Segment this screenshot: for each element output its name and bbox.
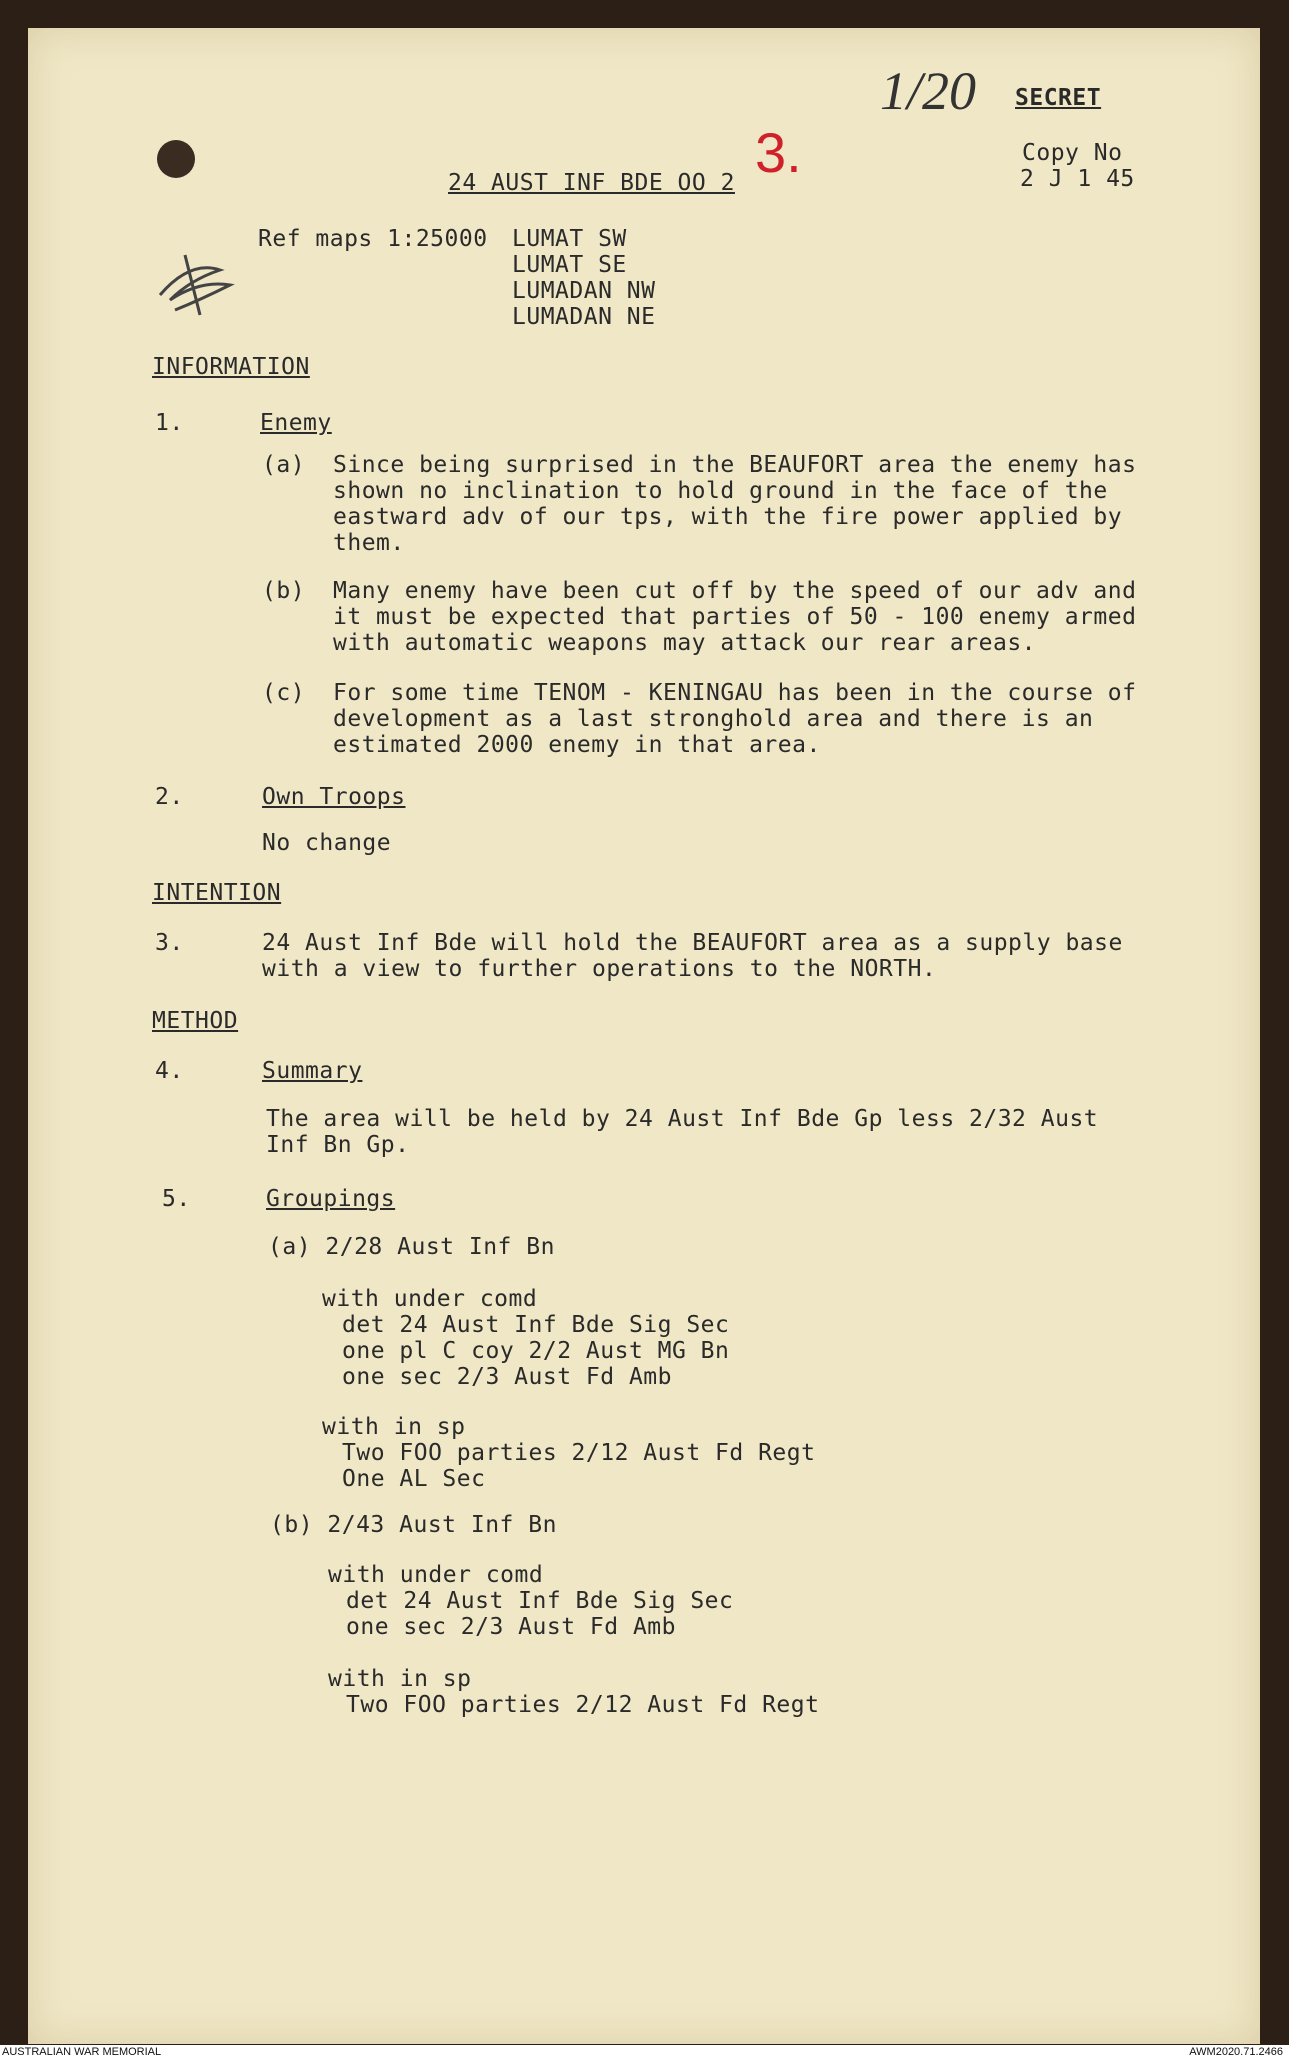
footer-left: AUSTRALIAN WAR MEMORIAL xyxy=(2,2046,162,2058)
copy-date: 2 J 1 45 xyxy=(1020,166,1135,192)
group-sublabel: with in sp xyxy=(322,1414,466,1440)
document-sheet xyxy=(28,28,1260,2044)
group-line: One AL Sec xyxy=(342,1466,486,1492)
item-line: development as a last stronghold area and there is an xyxy=(333,706,1094,732)
method-heading: METHOD xyxy=(152,1008,239,1034)
information-heading: INFORMATION xyxy=(152,354,310,380)
item-line: Many enemy have been cut off by the speed of our adv and xyxy=(333,578,1137,604)
para-number: 4. xyxy=(155,1058,184,1084)
group-line: one sec 2/3 Aust Fd Amb xyxy=(346,1614,676,1640)
group-line: one pl C coy 2/2 Aust MG Bn xyxy=(342,1338,730,1364)
handwritten-initial-mark xyxy=(150,240,240,324)
item-line: For some time TENOM - KENINGAU has been in the course of xyxy=(333,680,1137,706)
ref-maps-label: Ref maps 1:25000 xyxy=(258,226,488,252)
group-line: one sec 2/3 Aust Fd Amb xyxy=(342,1364,672,1390)
item-label: (a) xyxy=(262,452,306,478)
group-line: Two FOO parties 2/12 Aust Fd Regt xyxy=(346,1692,820,1718)
para-title: Summary xyxy=(262,1058,363,1084)
punch-hole xyxy=(157,140,195,178)
group-sublabel: with under comd xyxy=(322,1286,538,1312)
archive-footer xyxy=(0,2045,1289,2061)
red-number: 3. xyxy=(755,121,802,184)
para-title: Own Troops xyxy=(262,784,406,810)
item-line: with automatic weapons may attack our rear areas. xyxy=(333,630,1037,656)
item-label: (c) xyxy=(262,680,306,706)
item-line: shown no inclination to hold ground in the face of the xyxy=(333,478,1108,504)
item-line: them. xyxy=(333,530,405,556)
para-number: 5. xyxy=(162,1186,191,1212)
group-line: det 24 Aust Inf Bde Sig Sec xyxy=(342,1312,730,1338)
item-label: (b) xyxy=(262,578,306,604)
map-item: LUMAT SW xyxy=(512,226,627,252)
para-line: The area will be held by 24 Aust Inf Bde Gp less 2/32 Aust xyxy=(266,1106,1099,1132)
group-title: (a) 2/28 Aust Inf Bn xyxy=(268,1234,555,1260)
group-title: (b) 2/43 Aust Inf Bn xyxy=(270,1512,557,1538)
para-text: No change xyxy=(262,830,392,856)
para-line: Inf Bn Gp. xyxy=(266,1132,410,1158)
group-sublabel: with under comd xyxy=(328,1562,544,1588)
para-title: Enemy xyxy=(260,410,332,436)
group-line: Two FOO parties 2/12 Aust Fd Regt xyxy=(342,1440,816,1466)
group-line: det 24 Aust Inf Bde Sig Sec xyxy=(346,1588,734,1614)
item-line: Since being surprised in the BEAUFORT area the enemy has xyxy=(333,452,1137,478)
intention-heading: INTENTION xyxy=(152,880,282,906)
para-number: 3. xyxy=(155,930,184,956)
item-line: estimated 2000 enemy in that area. xyxy=(333,732,821,758)
map-item: LUMAT SE xyxy=(512,252,627,278)
para-number: 1. xyxy=(155,410,184,436)
item-line: eastward adv of our tps, with the fire power applied by xyxy=(333,504,1123,530)
para-number: 2. xyxy=(155,784,184,810)
handwritten-ref: 1/20 xyxy=(880,61,977,121)
footer-right: AWM2020.71.2466 xyxy=(1189,2046,1283,2058)
map-item: LUMADAN NW xyxy=(512,278,656,304)
para-line: with a view to further operations to the NORTH. xyxy=(262,956,937,982)
secret-label: SECRET xyxy=(1015,85,1102,111)
map-item: LUMADAN NE xyxy=(512,304,656,330)
copy-label: Copy No xyxy=(1022,140,1123,166)
para-line: 24 Aust Inf Bde will hold the BEAUFORT area as a supply base xyxy=(262,930,1123,956)
para-title: Groupings xyxy=(266,1186,396,1212)
item-line: it must be expected that parties of 50 - 100 enemy armed xyxy=(333,604,1137,630)
group-sublabel: with in sp xyxy=(328,1666,472,1692)
page-title: 24 AUST INF BDE OO 2 xyxy=(448,170,735,196)
